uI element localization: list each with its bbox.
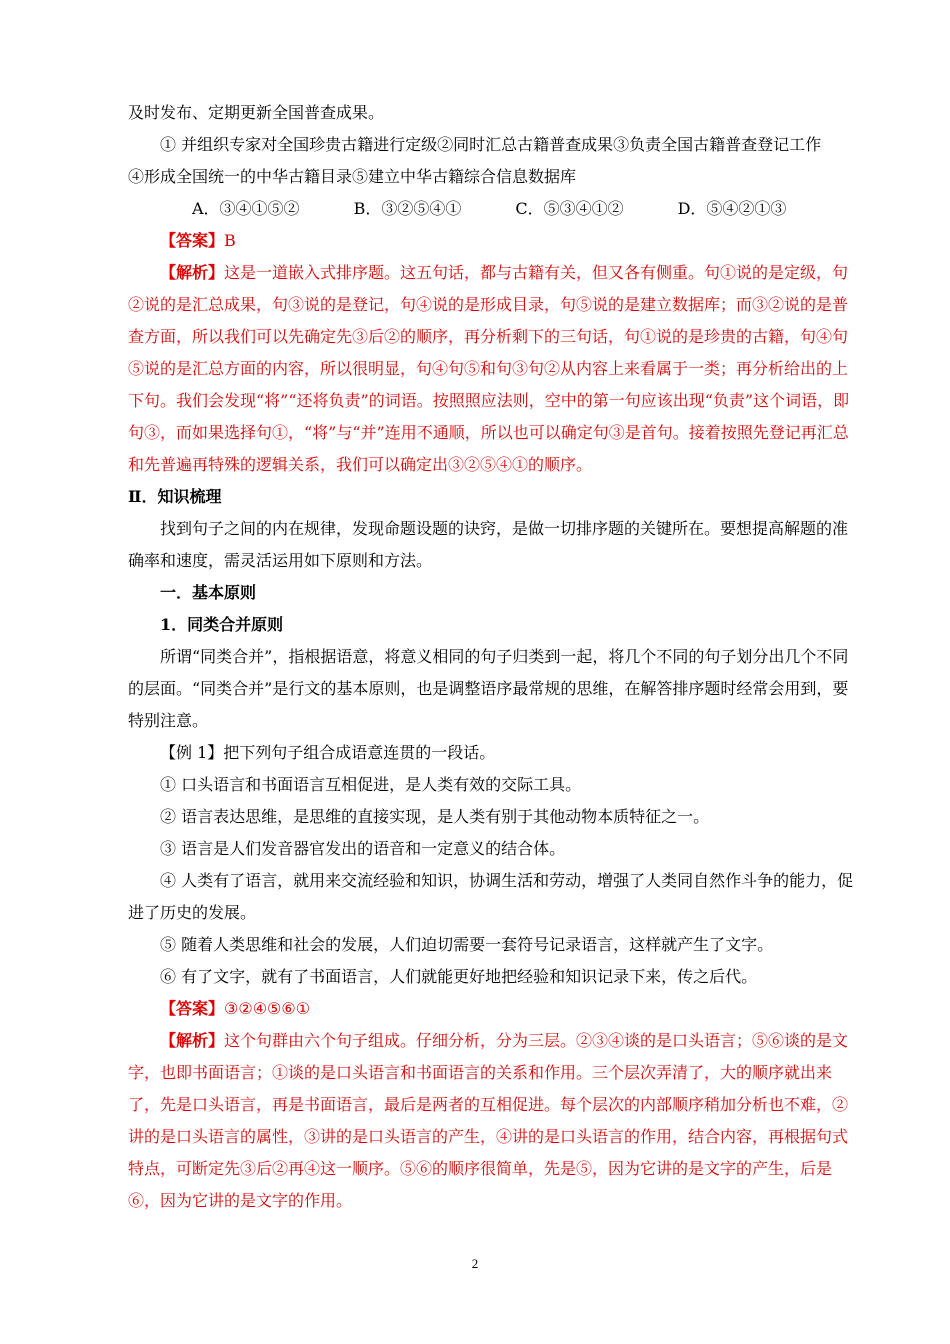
answer-options [128, 193, 862, 225]
option-b: B．③②⑤④① [353, 199, 462, 218]
analysis-1-label: 【解析】 [160, 263, 225, 282]
analysis-2 [128, 1025, 862, 1217]
heading-basic-principles: 一．基本原则 [160, 583, 257, 602]
page-number: 2 [471, 1256, 479, 1271]
example-item: ⑤ 随着人类思维和社会的发展，人们迫切需要一套符号记录语言，这样就产生了文字。 [160, 935, 774, 954]
question-items-line-1: ① 并组织专家对全国珍贵古籍进行定级②同时汇总古籍普查成果③负责全国古籍普查登记工作 [160, 135, 822, 154]
answer-1-value: B [224, 231, 236, 250]
rule-1-paragraph: 所谓“同类合并”，指根据语意，将意义相同的句子归类到一起，将几个不同的句子划分出几个不同的层面。“同类合并”是行文的基本原则，也是调整语序最常规的思维，在解答排序题时经常会用到，要特别注意。 [128, 647, 849, 730]
analysis-2-text: 这个句群由六个句子组成。仔细分析，分为三层。②③④谈的是口头语言；⑤⑥谈的是文字，也即书面语言；①谈的是口头语言和书面语言的关系和作用。三个层次弄清了，大的顺序就出来了，先是口头语言，再是书面语言，最后是两者的互相促进。每个层次的内部顺序稍加分析也不难，②讲的是口头语言的属性，③讲的是口头语言的产生，④讲的是口头语言的作用，结合内容，再根据句式特点，可断定先③后②再④这一顺序。⑤⑥的顺序很简单，先是⑤，因为它讲的是文字的产生，后是⑥，因为它讲的是文字的作用。 [128, 1031, 849, 1210]
option-c: C．⑤③④①② [515, 199, 624, 218]
option-a: A．③④①⑤② [192, 199, 300, 218]
analysis-1 [128, 257, 862, 481]
example-1-title: 【例 1】把下列句子组合成语意连贯的一段话。 [160, 743, 496, 762]
heading-rule-1: 1．同类合并原则 [160, 615, 284, 634]
option-d: D．⑤④②①③ [677, 199, 787, 218]
intro-line: 及时发布、定期更新全国普查成果。 [128, 103, 385, 122]
example-item: ③ 语言是人们发音器官发出的语音和一定意义的结合体。 [160, 839, 566, 858]
example-item: ② 语言表达思维，是思维的直接实现，是人类有别于其他动物本质特征之一。 [160, 807, 710, 826]
section-heading-knowledge: Ⅱ．知识梳理 [128, 487, 222, 506]
question-items-line-2: ④形成全国统一的中华古籍目录⑤建立中华古籍综合信息数据库 [128, 167, 577, 186]
answer-1 [128, 225, 862, 257]
section-intro-paragraph: 找到句子之间的内在规律，发现命题设题的诀窍，是做一切排序题的关键所在。要想提高解题的准确率和速度，需灵活运用如下原则和方法。 [128, 519, 849, 570]
answer-2-label: 【答案】 [160, 999, 225, 1018]
page-content [128, 97, 862, 1217]
answer-1-label: 【答案】 [160, 231, 225, 250]
answer-2 [128, 993, 862, 1025]
example-item: ⑥ 有了文字，就有了书面语言，人们就能更好地把经验和知识记录下来，传之后代。 [160, 967, 758, 986]
answer-2-value: ③②④⑤⑥① [224, 999, 311, 1018]
example-item: ① 口头语言和书面语言互相促进，是人类有效的交际工具。 [160, 775, 582, 794]
example-item: ④ 人类有了语言，就用来交流经验和知识，协调生活和劳动，增强了人类同自然作斗争的能力，促进了历史的发展。 [128, 871, 854, 922]
analysis-2-label: 【解析】 [160, 1031, 225, 1050]
analysis-1-text: 这是一道嵌入式排序题。这五句话，都与古籍有关，但又各有侧重。句①说的是定级，句②说的是汇总成果，句③说的是登记，句④说的是形成目录，句⑤说的是建立数据库；而③②说的是普查方面，所以我们可以先确定先③后②的顺序，再分析剩下的三句话，句①说的是珍贵的古籍，句④句⑤说的是汇总方面的内容，所以很明显，句④句⑤和句③句②从内容上来看属于一类；再分析给出的上下句。我们会发现“将”“还将负责”的词语。按照照应法则，空中的第一句应该出现“负责”这个词语，即句③，而如果选择句①，“将”与“并”连用不通顺，所以也可以确定句③是首句。接着按照先登记再汇总和先普遍再特殊的逻辑关系，我们可以确定出③②⑤④①的顺序。 [128, 263, 850, 474]
